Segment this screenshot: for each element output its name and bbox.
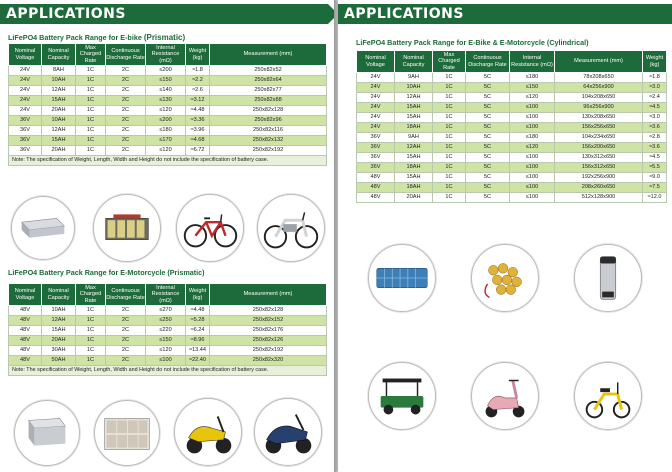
table-cell: 250x82x116 (210, 126, 327, 136)
table-cell: ≤120 (146, 346, 186, 356)
table-cell: ≈2.4 (643, 93, 667, 103)
table-cell: ≤100 (510, 113, 555, 123)
battery-pack-icon (575, 245, 641, 311)
table-cell: 2C (106, 326, 146, 336)
table-cell: 24V (357, 73, 395, 83)
table-cell: 1C (76, 356, 106, 366)
column-header: Weight (kg) (643, 51, 667, 73)
left-page (0, 0, 334, 472)
table-cell: ≤100 (510, 193, 555, 203)
table-cell: ≤100 (510, 173, 555, 183)
table-row (357, 113, 667, 123)
table-cell: 250x82x192 (210, 346, 327, 356)
table-cell: 5C (466, 153, 510, 163)
table-cell: 5C (466, 103, 510, 113)
table-cell: 156x200x650 (555, 143, 643, 153)
table-cell: 1C (433, 73, 466, 83)
table-cell: 1C (433, 103, 466, 113)
table-cell: ≈2.6 (186, 86, 210, 96)
column-header: Nominal Voltage (357, 51, 395, 73)
table-cell: 5C (466, 93, 510, 103)
table-cell: 1C (76, 306, 106, 316)
table-cell: 2C (106, 346, 146, 356)
table-cell: 36V (9, 126, 42, 136)
table-cell: 10AH (42, 116, 76, 126)
table-row (357, 163, 667, 173)
table-cell: 10AH (42, 306, 76, 316)
table-row (9, 96, 327, 106)
table-cell: 250x82x128 (210, 106, 327, 116)
table-cell: 5C (466, 183, 510, 193)
table-cell: 2C (106, 146, 146, 156)
column-header: Nominal Capacity (42, 284, 76, 306)
table-cell: 250x82x77 (210, 86, 327, 96)
table-cell: ≤100 (146, 356, 186, 366)
table-cell: 5C (466, 193, 510, 203)
table-cell: 192x256x900 (555, 173, 643, 183)
table-cell: 5C (466, 123, 510, 133)
table-cell: 250x82x96 (210, 116, 327, 126)
table-cell: 15AH (395, 113, 433, 123)
table-row (9, 86, 327, 96)
table-cell: 1C (76, 136, 106, 146)
table-cell: 64x256x900 (555, 83, 643, 93)
table-cell: 1C (433, 193, 466, 203)
table-cell: 15AH (395, 173, 433, 183)
table-cell: 512x128x900 (555, 193, 643, 203)
table-cell: 18AH (395, 123, 433, 133)
column-header: Internal Resistance (mΩ) (146, 284, 186, 306)
table-cell: 1C (433, 93, 466, 103)
table-cell: 2C (106, 316, 146, 326)
table-cell: 24V (357, 123, 395, 133)
table-cell: 1C (433, 163, 466, 173)
table-cell: 5C (466, 113, 510, 123)
table-cell: 48V (9, 346, 42, 356)
table-cell: 250x82x192 (210, 146, 327, 156)
table-cell: ≈4.48 (186, 106, 210, 116)
table-cell: 5C (466, 173, 510, 183)
table-row (357, 133, 667, 143)
column-header: Internal Resistance (mΩ) (146, 44, 186, 66)
page-header: APPLICATIONS (0, 4, 328, 24)
escooter-photo-pink (471, 362, 539, 430)
table-cell: ≤120 (146, 146, 186, 156)
table-cell: 2C (106, 106, 146, 116)
table-cell: 18AH (395, 163, 433, 173)
table-cell: 12AH (395, 143, 433, 153)
table-cell: 1C (76, 146, 106, 156)
table-cell: 24V (9, 86, 42, 96)
table-cell: 48V (9, 336, 42, 346)
table-cell: 24V (9, 106, 42, 116)
column-header: Internal Resistance (mΩ) (510, 51, 555, 73)
table-cell: ≈8.96 (186, 336, 210, 346)
table-cell: 36V (9, 116, 42, 126)
bicycle-icon (258, 195, 324, 261)
table-row (9, 76, 327, 86)
table-note-row (9, 156, 327, 166)
scooter-icon (175, 399, 241, 465)
table-cell: 1C (76, 106, 106, 116)
table-cell: 130x312x650 (555, 153, 643, 163)
emoto-section-title: LiFePO4 Battery Pack Range for E-Motorcycle (Prismatic) (8, 268, 205, 277)
table-cell: 2C (106, 116, 146, 126)
table-cell: 36V (357, 163, 395, 173)
table-cell: 20AH (42, 146, 76, 156)
table-cell: ≈1.8 (643, 73, 667, 83)
table-cell: 1C (76, 66, 106, 76)
table-cell: 1C (433, 153, 466, 163)
table-row (357, 173, 667, 183)
battery-pack-icon (369, 245, 435, 311)
right-page (338, 0, 672, 472)
table-cell: ≈3.0 (643, 113, 667, 123)
column-header: Nominal Capacity (42, 44, 76, 66)
table-cell: 30AH (42, 346, 76, 356)
table-cell: 1C (76, 86, 106, 96)
table-cell: 12AH (395, 93, 433, 103)
table-cell: ≤120 (510, 93, 555, 103)
table-cell: ≤200 (146, 116, 186, 126)
table-cell: 15AH (42, 326, 76, 336)
table-cell: 36V (357, 153, 395, 163)
table-cell: 48V (357, 183, 395, 193)
table-cell: ≈2.2 (186, 76, 210, 86)
table-row (357, 183, 667, 193)
table-row (9, 66, 327, 76)
battery-cell-icon (15, 401, 79, 465)
table-cell: 36V (9, 136, 42, 146)
table-note: Note: The specification of Weight, Length, Width and Height do not include the specification of battery case. (9, 156, 327, 166)
table-row (357, 143, 667, 153)
table-cell: ≤150 (146, 336, 186, 346)
table-cell: 9AH (395, 133, 433, 143)
table-cell: 24V (357, 113, 395, 123)
table-cell: 1C (76, 76, 106, 86)
table-row (9, 336, 327, 346)
table-cell: 24V (9, 66, 42, 76)
table-cell: 1C (76, 346, 106, 356)
table-cell: 20AH (42, 106, 76, 116)
table-cell: ≈4.48 (186, 306, 210, 316)
table-cell: ≈4.5 (643, 153, 667, 163)
table-cell: ≤100 (510, 183, 555, 193)
column-header: Max Charged Rate (76, 44, 106, 66)
table-row (9, 346, 327, 356)
scooter-icon (255, 399, 321, 465)
table-cell: ≤150 (510, 83, 555, 93)
column-header: Measurement (mm) (555, 51, 643, 73)
table-row (9, 356, 327, 366)
table-cell: ≤250 (146, 316, 186, 326)
table-row (9, 146, 327, 156)
battery-pack-photo (93, 194, 161, 262)
table-cell: 1C (76, 326, 106, 336)
table-row (9, 126, 327, 136)
table-cell: 250x82x320 (210, 356, 327, 366)
scooter-icon (472, 363, 538, 429)
table-cell: 15AH (42, 136, 76, 146)
table-cell: 2C (106, 336, 146, 346)
table-row (357, 193, 667, 203)
table-cell: ≈3.6 (643, 143, 667, 153)
table-cell: ≈13.44 (186, 346, 210, 356)
table-cell: 2C (106, 356, 146, 366)
table-cell: ≤180 (510, 73, 555, 83)
ebike-title-prefix: LiFePO4 Battery Pack Range for E-bike (8, 33, 144, 42)
table-cell: 1C (433, 113, 466, 123)
table-cell: ≈5.28 (186, 316, 210, 326)
golf-cart-icon (369, 363, 435, 429)
ebike-section-title (8, 33, 185, 42)
table-row (357, 73, 667, 83)
table-cell: 10AH (395, 83, 433, 93)
table-cell: 15AH (42, 96, 76, 106)
table-row (9, 106, 327, 116)
table-cell: ≤140 (146, 86, 186, 96)
table-cell: ≤270 (146, 306, 186, 316)
column-header: Measurement (mm) (210, 284, 327, 306)
table-cell: ≈3.96 (186, 126, 210, 136)
column-header: Nominal Voltage (9, 284, 42, 306)
table-cell: 5C (466, 143, 510, 153)
ebike-spec-table (8, 43, 327, 166)
table-cell: 1C (76, 336, 106, 346)
table-cell: 36V (357, 133, 395, 143)
table-cell: ≤180 (146, 126, 186, 136)
table-cell: 1C (433, 183, 466, 193)
table-cell: 8AH (42, 66, 76, 76)
emotorcycle-photo-yellow (174, 398, 242, 466)
column-header: Max Charged Rate (76, 284, 106, 306)
table-note: Note: The specification of Weight, Length, Width and Height do not include the specification of battery case. (9, 366, 327, 376)
table-cell: ≤100 (510, 153, 555, 163)
column-header: Nominal Voltage (9, 44, 42, 66)
table-cell: ≈4.68 (186, 136, 210, 146)
table-cell: ≤220 (146, 326, 186, 336)
table-cell: 5C (466, 133, 510, 143)
table-row (357, 93, 667, 103)
cyl-section-title: LiFePO4 Battery Pack Range for E-Bike & E-Motorcycle (Cylindrical) (356, 38, 589, 47)
table-cell: 250x82x126 (210, 336, 327, 346)
table-cell: ≤180 (510, 133, 555, 143)
table-cell: 24V (357, 83, 395, 93)
table-cell: ≈7.5 (643, 183, 667, 193)
table-cell: 9AH (395, 73, 433, 83)
table-row (357, 153, 667, 163)
emotorcycle-photo-blue (254, 398, 322, 466)
escooter-photo-yellow (574, 362, 642, 430)
table-row (9, 326, 327, 336)
table-cell: 5C (466, 83, 510, 93)
table-cell: 48V (9, 316, 42, 326)
table-cell: ≤130 (146, 96, 186, 106)
table-cell: 96x256x900 (555, 103, 643, 113)
cylindrical-cells-photo (471, 244, 539, 312)
cylindrical-pack-photo (368, 244, 436, 312)
table-header-row (9, 284, 327, 306)
table-cell: 5C (466, 73, 510, 83)
prismatic-cell-photo-2 (14, 400, 80, 466)
table-cell: 2C (106, 96, 146, 106)
table-cell: 5C (466, 163, 510, 173)
table-cell: 48V (357, 193, 395, 203)
table-cell: 1C (76, 126, 106, 136)
table-cell: ≈12.0 (643, 193, 667, 203)
table-cell: 1C (76, 96, 106, 106)
table-cell: 104x208x650 (555, 93, 643, 103)
table-cell: ≤170 (146, 136, 186, 146)
table-cell: 48V (9, 326, 42, 336)
column-header: Continuous Discharge Rate (106, 284, 146, 306)
table-cell: 20AH (42, 336, 76, 346)
table-row (9, 116, 327, 126)
table-cell: 2C (106, 136, 146, 146)
table-cell: ≈3.0 (643, 83, 667, 93)
table-cell: 156x312x650 (555, 163, 643, 173)
table-cell: 250x82x52 (210, 66, 327, 76)
table-cell: 250x82x64 (210, 76, 327, 86)
table-cell: 18AH (395, 183, 433, 193)
table-cell: ≈3.36 (186, 116, 210, 126)
table-cell: 24V (357, 103, 395, 113)
table-cell: ≈22.40 (186, 356, 210, 366)
table-cell: ≤120 (146, 106, 186, 116)
emoto-spec-table (8, 283, 327, 376)
table-cell: 1C (76, 116, 106, 126)
table-cell: 15AH (395, 153, 433, 163)
table-cell: 1C (433, 143, 466, 153)
table-cell: 78x208x650 (555, 73, 643, 83)
battery-pack-icon (94, 195, 160, 261)
bicycle-icon (177, 195, 243, 261)
table-cell: 1C (433, 133, 466, 143)
table-cell: ≈2.8 (643, 133, 667, 143)
table-cell: 1C (76, 316, 106, 326)
column-header: Continuous Discharge Rate (466, 51, 510, 73)
table-cell: 2C (106, 86, 146, 96)
ebike-battery-case-photo (574, 244, 642, 312)
table-row (9, 306, 327, 316)
table-cell: ≈6.72 (186, 146, 210, 156)
ebike-photo-white (257, 194, 325, 262)
prismatic-cell-photo (11, 196, 75, 260)
cylindrical-spec-table (356, 50, 667, 203)
table-row (357, 123, 667, 133)
table-cell: ≤120 (510, 143, 555, 153)
table-cell: ≤100 (510, 163, 555, 173)
table-cell: ≤150 (146, 76, 186, 86)
page-header: APPLICATIONS (338, 4, 672, 24)
column-header: Weight (kg) (186, 44, 210, 66)
table-cell: 50AH (42, 356, 76, 366)
table-cell: 250x82x128 (210, 306, 327, 316)
table-cell: ≈1.8 (186, 66, 210, 76)
table-cell: 250x82x176 (210, 326, 327, 336)
table-cell: ≤100 (510, 123, 555, 133)
table-header-row (9, 44, 327, 66)
table-row (9, 136, 327, 146)
table-cell: 1C (433, 83, 466, 93)
table-cell: 10AH (42, 76, 76, 86)
table-cell: ≈6.24 (186, 326, 210, 336)
scooter-icon (575, 363, 641, 429)
table-cell: 36V (9, 146, 42, 156)
table-cell: 36V (357, 143, 395, 153)
table-cell: ≈4.5 (643, 103, 667, 113)
table-cell: ≈3.6 (643, 123, 667, 133)
column-header: Continuous Discharge Rate (106, 44, 146, 66)
battery-cell-icon (472, 245, 538, 311)
table-row (9, 316, 327, 326)
column-header: Nominal Capacity (395, 51, 433, 73)
table-cell: 1C (433, 173, 466, 183)
ebike-title-suffix: (Prismatic) (143, 33, 186, 42)
table-cell: 2C (106, 306, 146, 316)
table-cell: 24V (9, 76, 42, 86)
table-note-row (9, 366, 327, 376)
golf-cart-photo (368, 362, 436, 430)
table-cell: 250x82x152 (210, 316, 327, 326)
table-cell: 156x256x650 (555, 123, 643, 133)
table-cell: 24V (9, 96, 42, 106)
table-row (357, 103, 667, 113)
table-row (357, 83, 667, 93)
table-cell: 250x82x88 (210, 96, 327, 106)
table-cell: ≤200 (146, 66, 186, 76)
battery-cell-icon (12, 197, 74, 259)
table-cell: 15AH (395, 103, 433, 113)
table-cell: 24V (357, 93, 395, 103)
ebike-photo-red (176, 194, 244, 262)
table-cell: ≈5.5 (643, 163, 667, 173)
table-cell: 2C (106, 76, 146, 86)
table-header-row (357, 51, 667, 73)
table-cell: 250x82x132 (210, 136, 327, 146)
column-header: Max Charged Rate (433, 51, 466, 73)
table-cell: 1C (433, 123, 466, 133)
battery-pack-photo-2 (94, 400, 160, 466)
table-cell: ≈3.12 (186, 96, 210, 106)
table-cell: ≈9.0 (643, 173, 667, 183)
table-cell: 12AH (42, 86, 76, 96)
table-cell: 48V (357, 173, 395, 183)
table-cell: 2C (106, 66, 146, 76)
table-cell: 12AH (42, 316, 76, 326)
battery-pack-icon (95, 401, 159, 465)
table-cell: 208x260x650 (555, 183, 643, 193)
table-cell: 20AH (395, 193, 433, 203)
table-cell: 48V (9, 306, 42, 316)
column-header: Weight (kg) (186, 284, 210, 306)
table-cell: 130x208x650 (555, 113, 643, 123)
table-cell: ≤100 (510, 103, 555, 113)
table-cell: 48V (9, 356, 42, 366)
table-cell: 104x234x650 (555, 133, 643, 143)
table-cell: 2C (106, 126, 146, 136)
table-cell: 12AH (42, 126, 76, 136)
column-header: Measurement (mm) (210, 44, 327, 66)
